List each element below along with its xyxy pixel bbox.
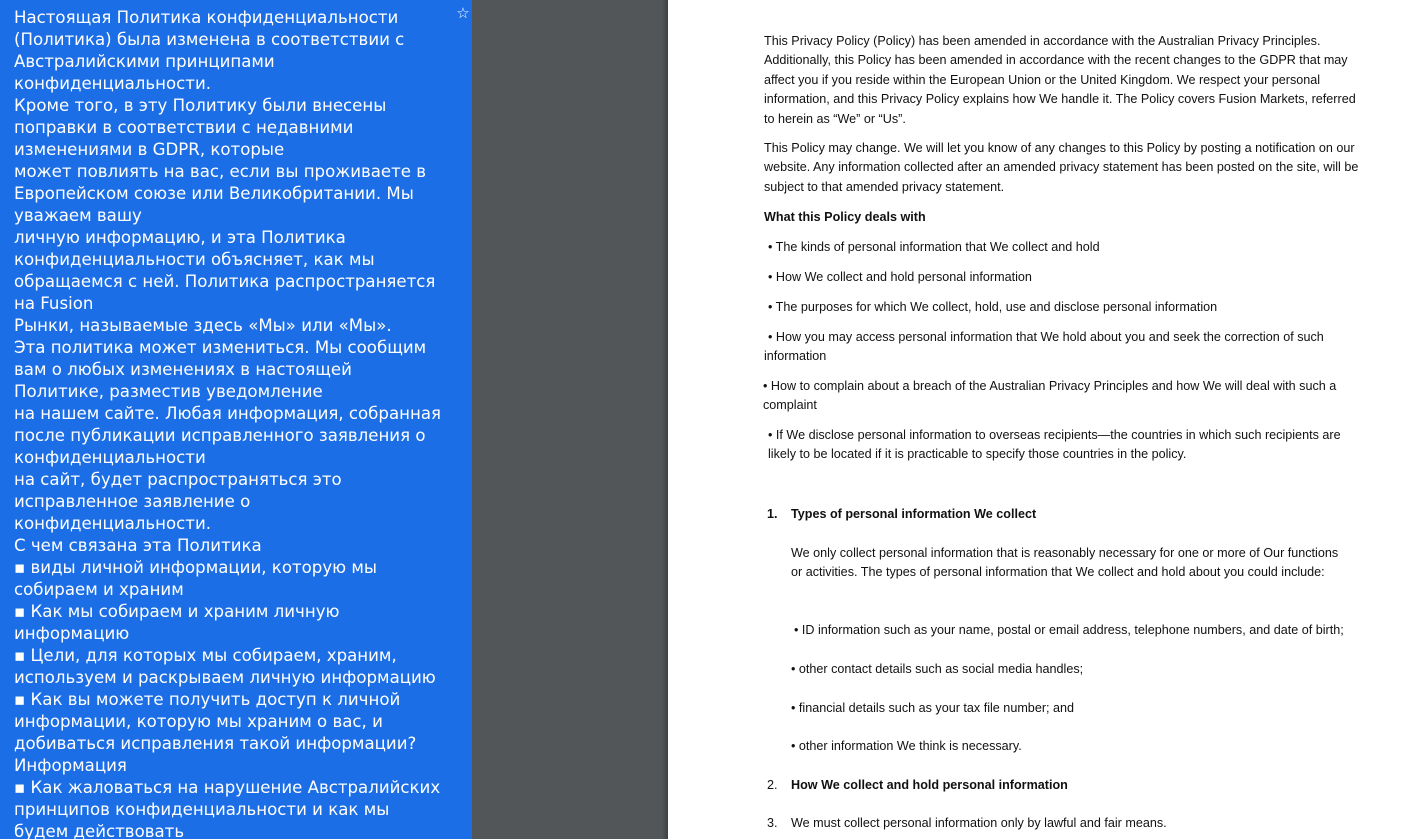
section-1-bullet-4: • other information We think is necessary. xyxy=(791,739,1022,753)
deals-bullet-6: • If We disclose personal information to overseas recipients—the countries in which such recipients are likely to be located if it is practicable to specify those countries in the policy. xyxy=(768,428,1341,462)
document-page xyxy=(668,0,1421,839)
translated-text: Настоящая Политика конфиденциальности (Политика) была изменена в соответствии с Австралийскими принципами конфиденциальности. Кроме того, в эту Политику были внесены поправки в соответствии с недавними изменениями в GDPR, которые может повлиять на вас, если вы проживаете в Европейском союзе или Великобритании. Мы уважаем вашу личную информацию, и эта Политика конфиденциальности объясняет, как мы обращаемся с ней. Политика распространяется на Fusion Рынки, называемые здесь «Мы» или «Мы». Эта политика может измениться. Мы сообщим вам о любых изменениях в настоящей Политике, разместив уведомление на нашем сайте. Любая информация, собранная после публикации исправленного заявления о конфиденциальности на сайт, будет распространяться это исправленное заявление о конфиденциальности. С чем связана эта Политика ▪ виды личной информации, которую мы собираем и храним ▪ Как мы собираем и храним личную информацию ▪ Цели, для которых мы собираем, храним, используем и раскрываем личную информацию ▪ Как вы можете получить доступ к личной информации, которую мы храним о вас, и добиваться исправления такой информации? Информация ▪ Как жаловаться на нарушение Австралийских принципов конфиденциальности и как мы будем действовать xyxy=(14,8,441,839)
translation-panel xyxy=(0,0,472,839)
deals-bullet-2: • How We collect and hold personal information xyxy=(768,270,1032,284)
deals-bullet-5: • How to complain about a breach of the Australian Privacy Principles and how We will deal with such a complaint xyxy=(763,379,1337,413)
viewer-gutter xyxy=(472,0,668,839)
section-2-number: 2. xyxy=(767,778,778,792)
section-1-bullet-2: • other contact details such as social media handles; xyxy=(791,662,1084,676)
section-1-heading xyxy=(767,505,1036,524)
section-1-bullet-3: • financial details such as your tax file number; and xyxy=(791,701,1075,715)
deals-bullet-3: • The purposes for which We collect, hold, use and disclose personal information xyxy=(768,300,1218,314)
section-3-number: 3. xyxy=(767,816,778,830)
section-2-heading xyxy=(767,776,1068,795)
deals-bullet-1: • The kinds of personal information that We collect and hold xyxy=(768,240,1100,254)
section-3-item xyxy=(767,814,1167,833)
section-1-title: Types of personal information We collect xyxy=(791,507,1037,521)
section-3-text: We must collect personal information only by lawful and fair means. xyxy=(791,816,1167,830)
deals-heading: What this Policy deals with xyxy=(764,210,926,224)
section-1-number: 1. xyxy=(767,507,778,521)
section-2-title: How We collect and hold personal information xyxy=(791,778,1068,792)
star-icon[interactable]: ☆ xyxy=(456,4,470,22)
section-1-bullet-1: • ID information such as your name, postal or email address, telephone numbers, and date of birth; xyxy=(794,623,1344,637)
section-1-paragraph: We only collect personal information that is reasonably necessary for one or more of Our functions or activities. The types of personal information that We collect and hold about you could include: xyxy=(791,546,1339,580)
change-paragraph: This Policy may change. We will let you know of any changes to this Policy by posting a notification on our website. Any information collected after an amended privacy statement has been posted on the site, will be subject to that amended privacy statement. xyxy=(764,141,1359,194)
intro-paragraph: This Privacy Policy (Policy) has been amended in accordance with the Australian Privacy Principles. Additionally, this Policy has been amended in accordance with the recent changes to the GDPR that may affect you if you reside within the European Union or the United Kingdom. We respect your personal information, and this Privacy Policy explains how We handle it. The Policy covers Fusion Markets, referred to herein as “We” or “Us”. xyxy=(764,34,1356,126)
deals-bullet-4: • How you may access personal information that We hold about you and seek the correction of such information xyxy=(764,330,1324,364)
